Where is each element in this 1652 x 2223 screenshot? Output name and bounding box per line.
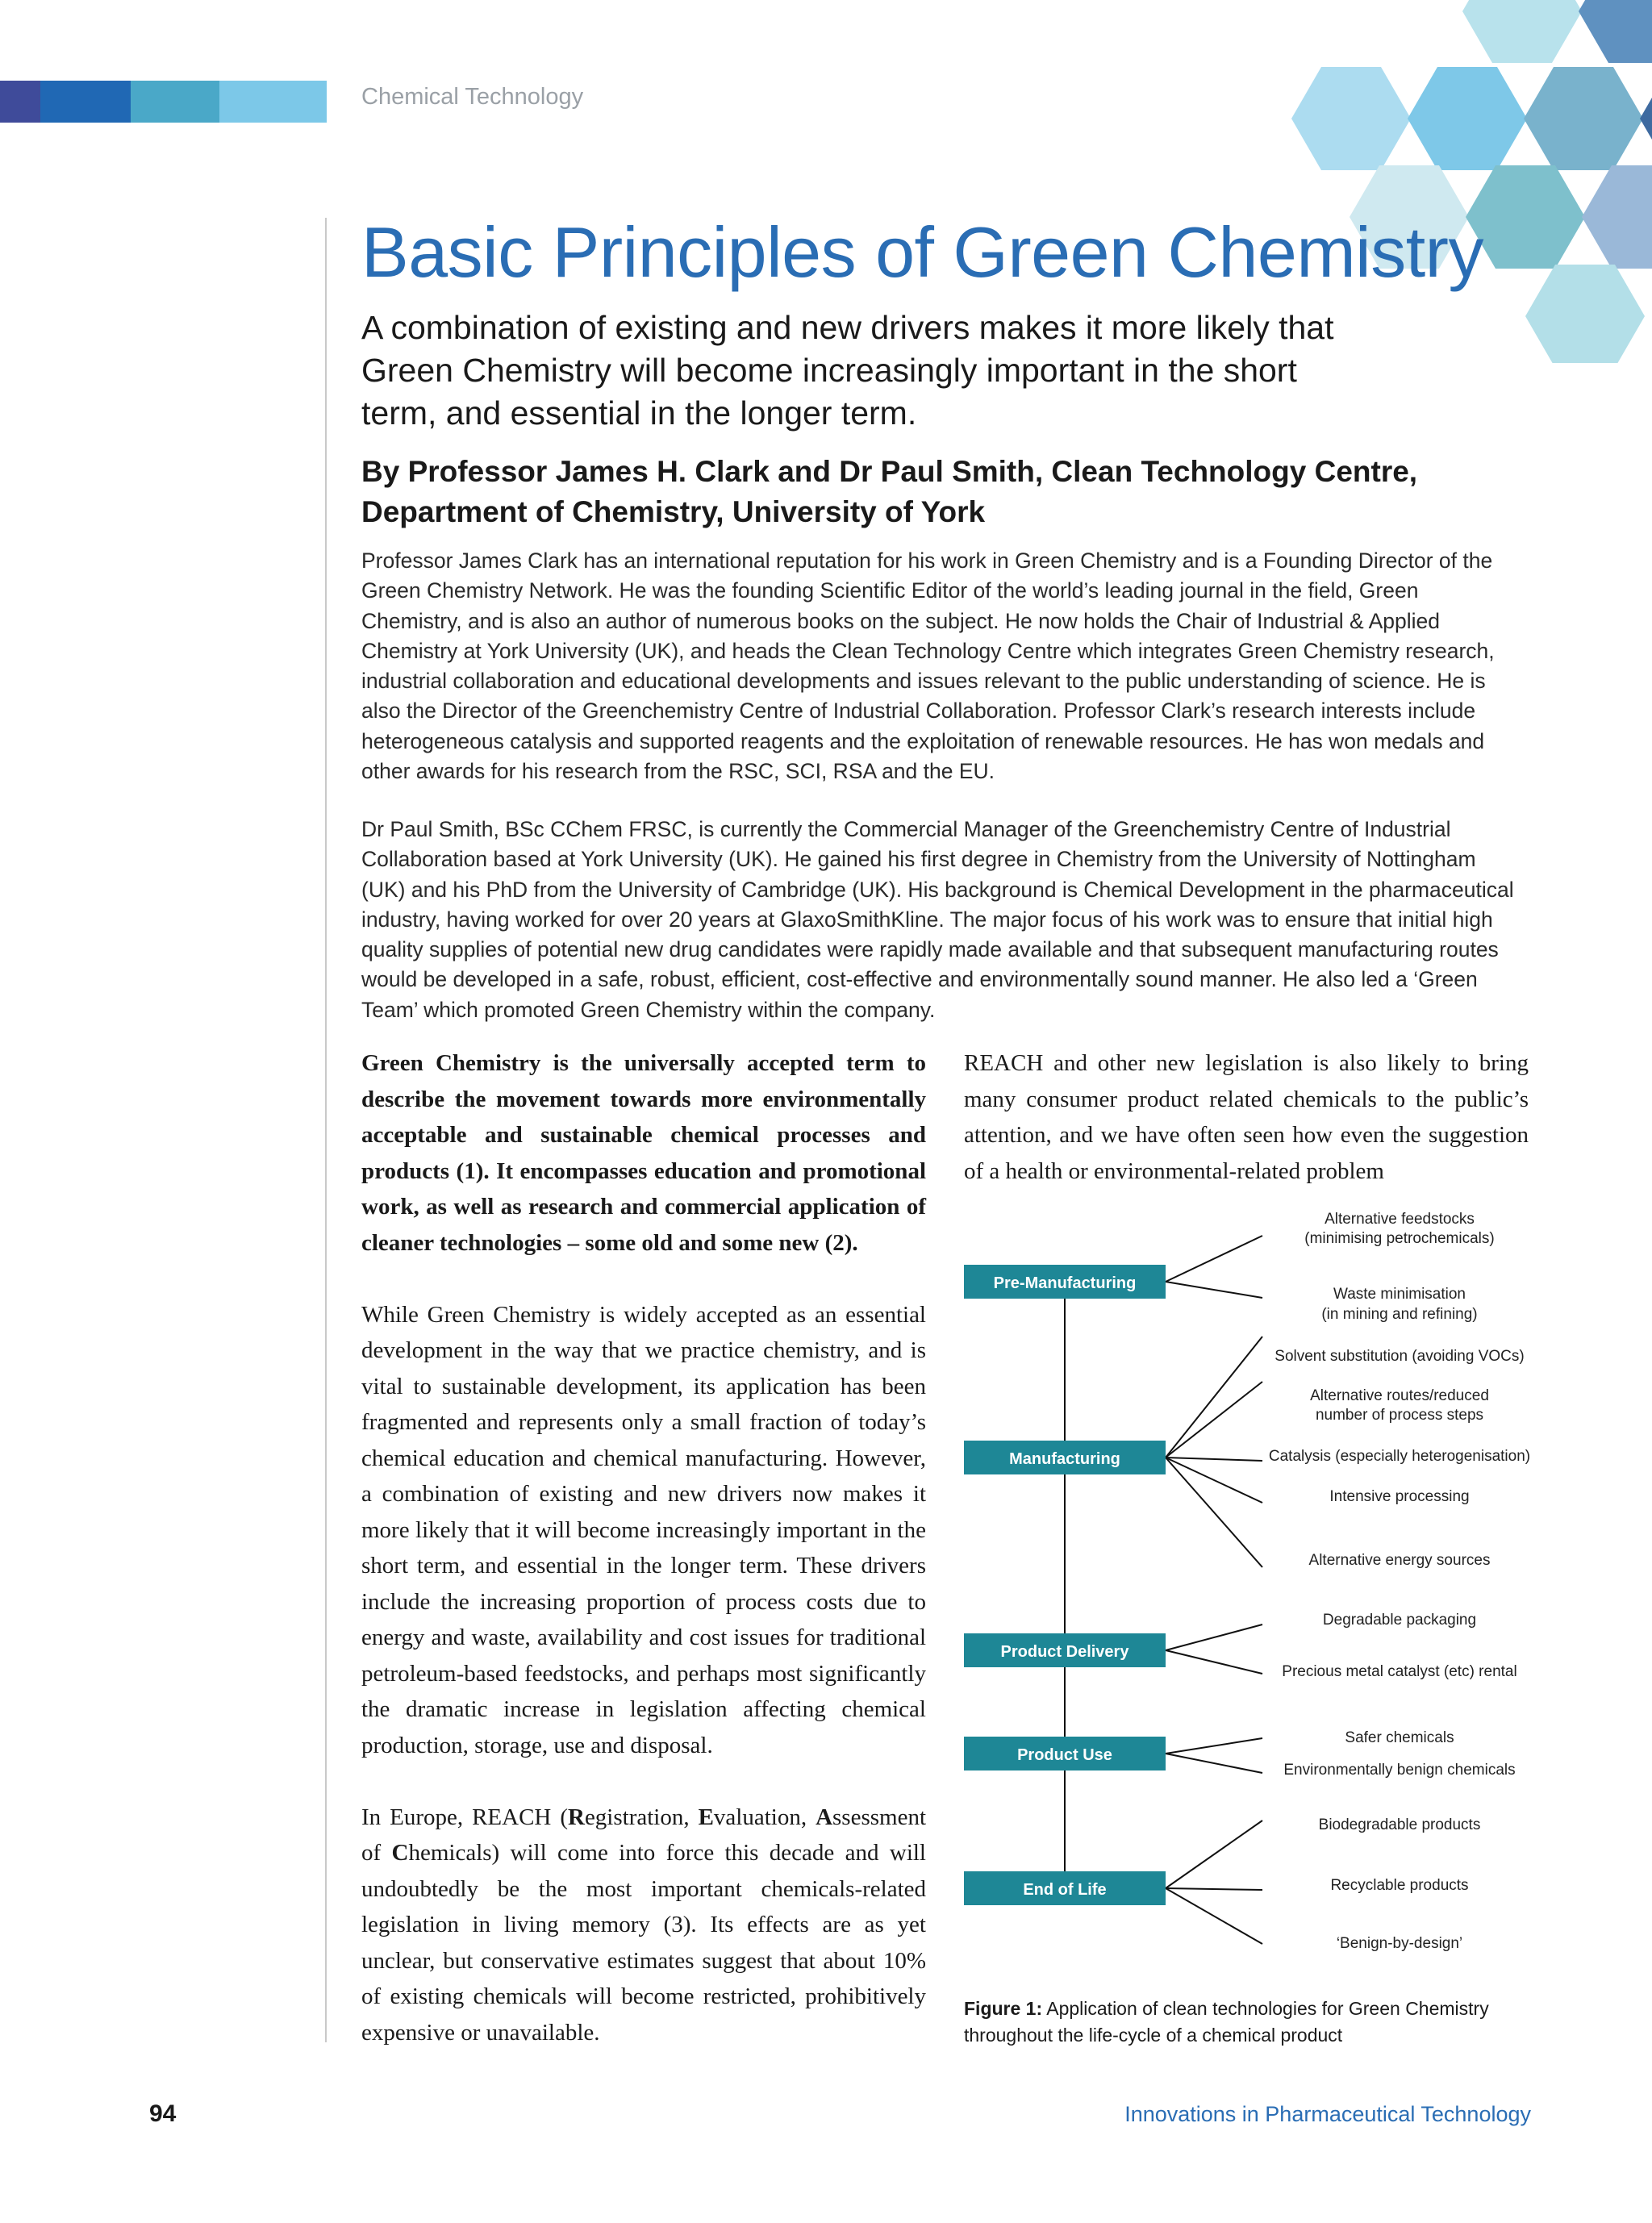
connector-line <box>1166 1337 1262 1458</box>
author-bio-clark: Professor James Clark has an international reputation for his work in Green Chemistry and is a Founding Director of the Green Chemistry Network. He was the founding Scientific Editor of the world’s leading journal in the field, Green Chemistry, and is also an author of numerous books on the subject. He now holds the Chair of Industrial & Applied Chemistry at York University (UK), and heads the Clean Technology Centre which integrates Green Chemistry research, industrial collaboration and educational developments and issues relevant to the public understanding of science. He is also the Director of the Greenchemistry Centre of Industrial Collaboration. Professor Clark’s research interests include heterogeneous catalysis and supported reagents and the exploitation of renewable resources. He has won medals and other awards for his research from the RSC, SCI, RSA and the EU. <box>361 548 1495 784</box>
connector-line <box>1166 1382 1262 1458</box>
body-paragraph-2: In Europe, REACH (Registration, Evaluation, Assessment of Chemicals) will come into force this decade and will undoubtedly be the most important chemicals-related legislation in living memory (3). Its effects are as yet unclear, but conservative estimates suggest that about 10% of existing chemicals will become restricted, prohibitively expensive or unavailable. <box>361 1804 927 2046</box>
connector-line <box>1166 1458 1262 1461</box>
connector-line <box>1166 1458 1262 1503</box>
connector-line <box>1166 1754 1262 1773</box>
footer-publication: Innovations in Pharmaceutical Technology <box>1124 2102 1531 2126</box>
lifecycle-item-label: Safer chemicals <box>1345 1729 1454 1746</box>
left-column <box>361 1045 926 2050</box>
stage-label: Product Delivery <box>1000 1643 1129 1661</box>
lifecycle-item-label: Waste minimisation <box>1333 1286 1466 1303</box>
vertical-rule <box>325 218 327 2042</box>
lifecycle-item-label: Environmentally benign chemicals <box>1283 1762 1516 1779</box>
connector-line <box>1166 1624 1262 1650</box>
lifecycle-item-label: Solvent substitution (avoiding VOCs) <box>1274 1348 1525 1365</box>
connector-line <box>1166 1282 1262 1298</box>
lifecycle-item-label: (minimising petrochemicals) <box>1304 1230 1495 1247</box>
connector-line <box>1166 1458 1262 1567</box>
figure-caption <box>964 1996 1545 2049</box>
right-column <box>964 1045 1529 1189</box>
connector-line <box>1166 1650 1262 1674</box>
lifecycle-item-label: Degradable packaging <box>1322 1612 1477 1629</box>
connector-line <box>1166 1236 1262 1282</box>
lifecycle-item-label: Alternative energy sources <box>1308 1552 1491 1569</box>
lifecycle-item-label: Recyclable products <box>1330 1877 1469 1894</box>
lifecycle-item-label: Precious metal catalyst (etc) rental <box>1282 1663 1517 1680</box>
stripe-4 <box>219 81 327 123</box>
article-title: Basic Principles of Green Chemistry <box>361 212 1483 292</box>
stripe-3 <box>131 81 219 123</box>
stage-label: Pre-Manufacturing <box>993 1274 1137 1292</box>
lifecycle-item-label: (in mining and refining) <box>1321 1306 1478 1323</box>
lifecycle-item-label: ‘Benign-by-design’ <box>1336 1935 1463 1952</box>
connector-line <box>1166 1821 1262 1888</box>
lifecycle-item-label: Alternative feedstocks <box>1325 1211 1475 1228</box>
article-subtitle: A combination of existing and new drivers makes it more likely that Green Chemistry will become increasingly important in the short term, and essential in the longer term. <box>361 309 1334 432</box>
connector-line <box>1166 1888 1262 1944</box>
lifecycle-item-label: number of process steps <box>1315 1407 1484 1424</box>
stripe-1 <box>0 81 40 123</box>
page-number: 94 <box>149 2100 177 2127</box>
body-paragraph-right: REACH and other new legislation is also likely to bring many consumer product related chemicals to the public’s attention, and we have often seen how even the suggestion of a health or environmental-related problem <box>964 1050 1529 1184</box>
intro-paragraph: Green Chemistry is the universally accepted term to describe the movement towards more environmentally acceptable and sustainable chemical processes and products (1). It encompasses education and promotional work, as well as research and commercial application of cleaner technologies – some old and some new (2). <box>361 1050 926 1256</box>
stage-label: End of Life <box>1023 1881 1107 1899</box>
section-label: Chemical Technology <box>361 84 584 110</box>
lifecycle-item-label: Biodegradable products <box>1318 1816 1481 1833</box>
stage-label: Product Use <box>1017 1746 1112 1764</box>
byline: By Professor James H. Clark and Dr Paul Smith, Clean Technology Centre, Department of Chemistry, University of York <box>361 455 1418 528</box>
connector-line <box>1166 1738 1262 1754</box>
lifecycle-item-label: Alternative routes/reduced <box>1310 1387 1489 1404</box>
stripe-2 <box>40 81 131 123</box>
figure-caption-label: Figure 1: <box>964 1998 1043 2019</box>
lifecycle-item-label: Intensive processing <box>1329 1488 1470 1505</box>
figure-caption-text: Application of clean technologies for Green Chemistry throughout the life-cycle of a chemical product <box>964 1998 1489 2046</box>
lifecycle-item-label: Catalysis (especially heterogenisation) <box>1268 1448 1531 1465</box>
body-paragraph-1: While Green Chemistry is widely accepted as an essential development in the way that we practice chemistry, and is vital to sustainable development, its application has been fragmented and represents only a small fraction of today’s chemical education and chemical manufacturing. However, a combination of existing and new drivers now makes it more likely that it will become increasingly important in the short term, and essential in the longer term. These drivers include the increasing proportion of process costs due to energy and waste, availability and cost issues for traditional petroleum-based feedstocks, and perhaps most significantly the dramatic increase in legislation affecting chemical production, storage, use and disposal. <box>361 1301 926 1758</box>
author-bio-smith: Dr Paul Smith, BSc CChem FRSC, is currently the Commercial Manager of the Greenchemistry Centre of Industrial Collaboration based at York University (UK). He gained his first degree in Chemistry from the University of Nottingham (UK) and his PhD from the University of Cambridge (UK). His background is Chemical Development in the pharmaceutical industry, having worked for over 20 years at GlaxoSmithKline. The major focus of his work was to ensure that initial high quality supplies of potential new drug candidates were rapidly made available and that subsequent manufacturing routes would be developed in a safe, robust, efficient, cost-effective and environmentally sound manner. He also led a ‘Green Team’ which promoted Green Chemistry within the company. <box>361 817 1514 1022</box>
header-color-stripes <box>0 81 327 123</box>
lifecycle-diagram <box>960 1206 1541 1964</box>
stage-label: Manufacturing <box>1009 1450 1120 1468</box>
connector-line <box>1166 1888 1262 1890</box>
